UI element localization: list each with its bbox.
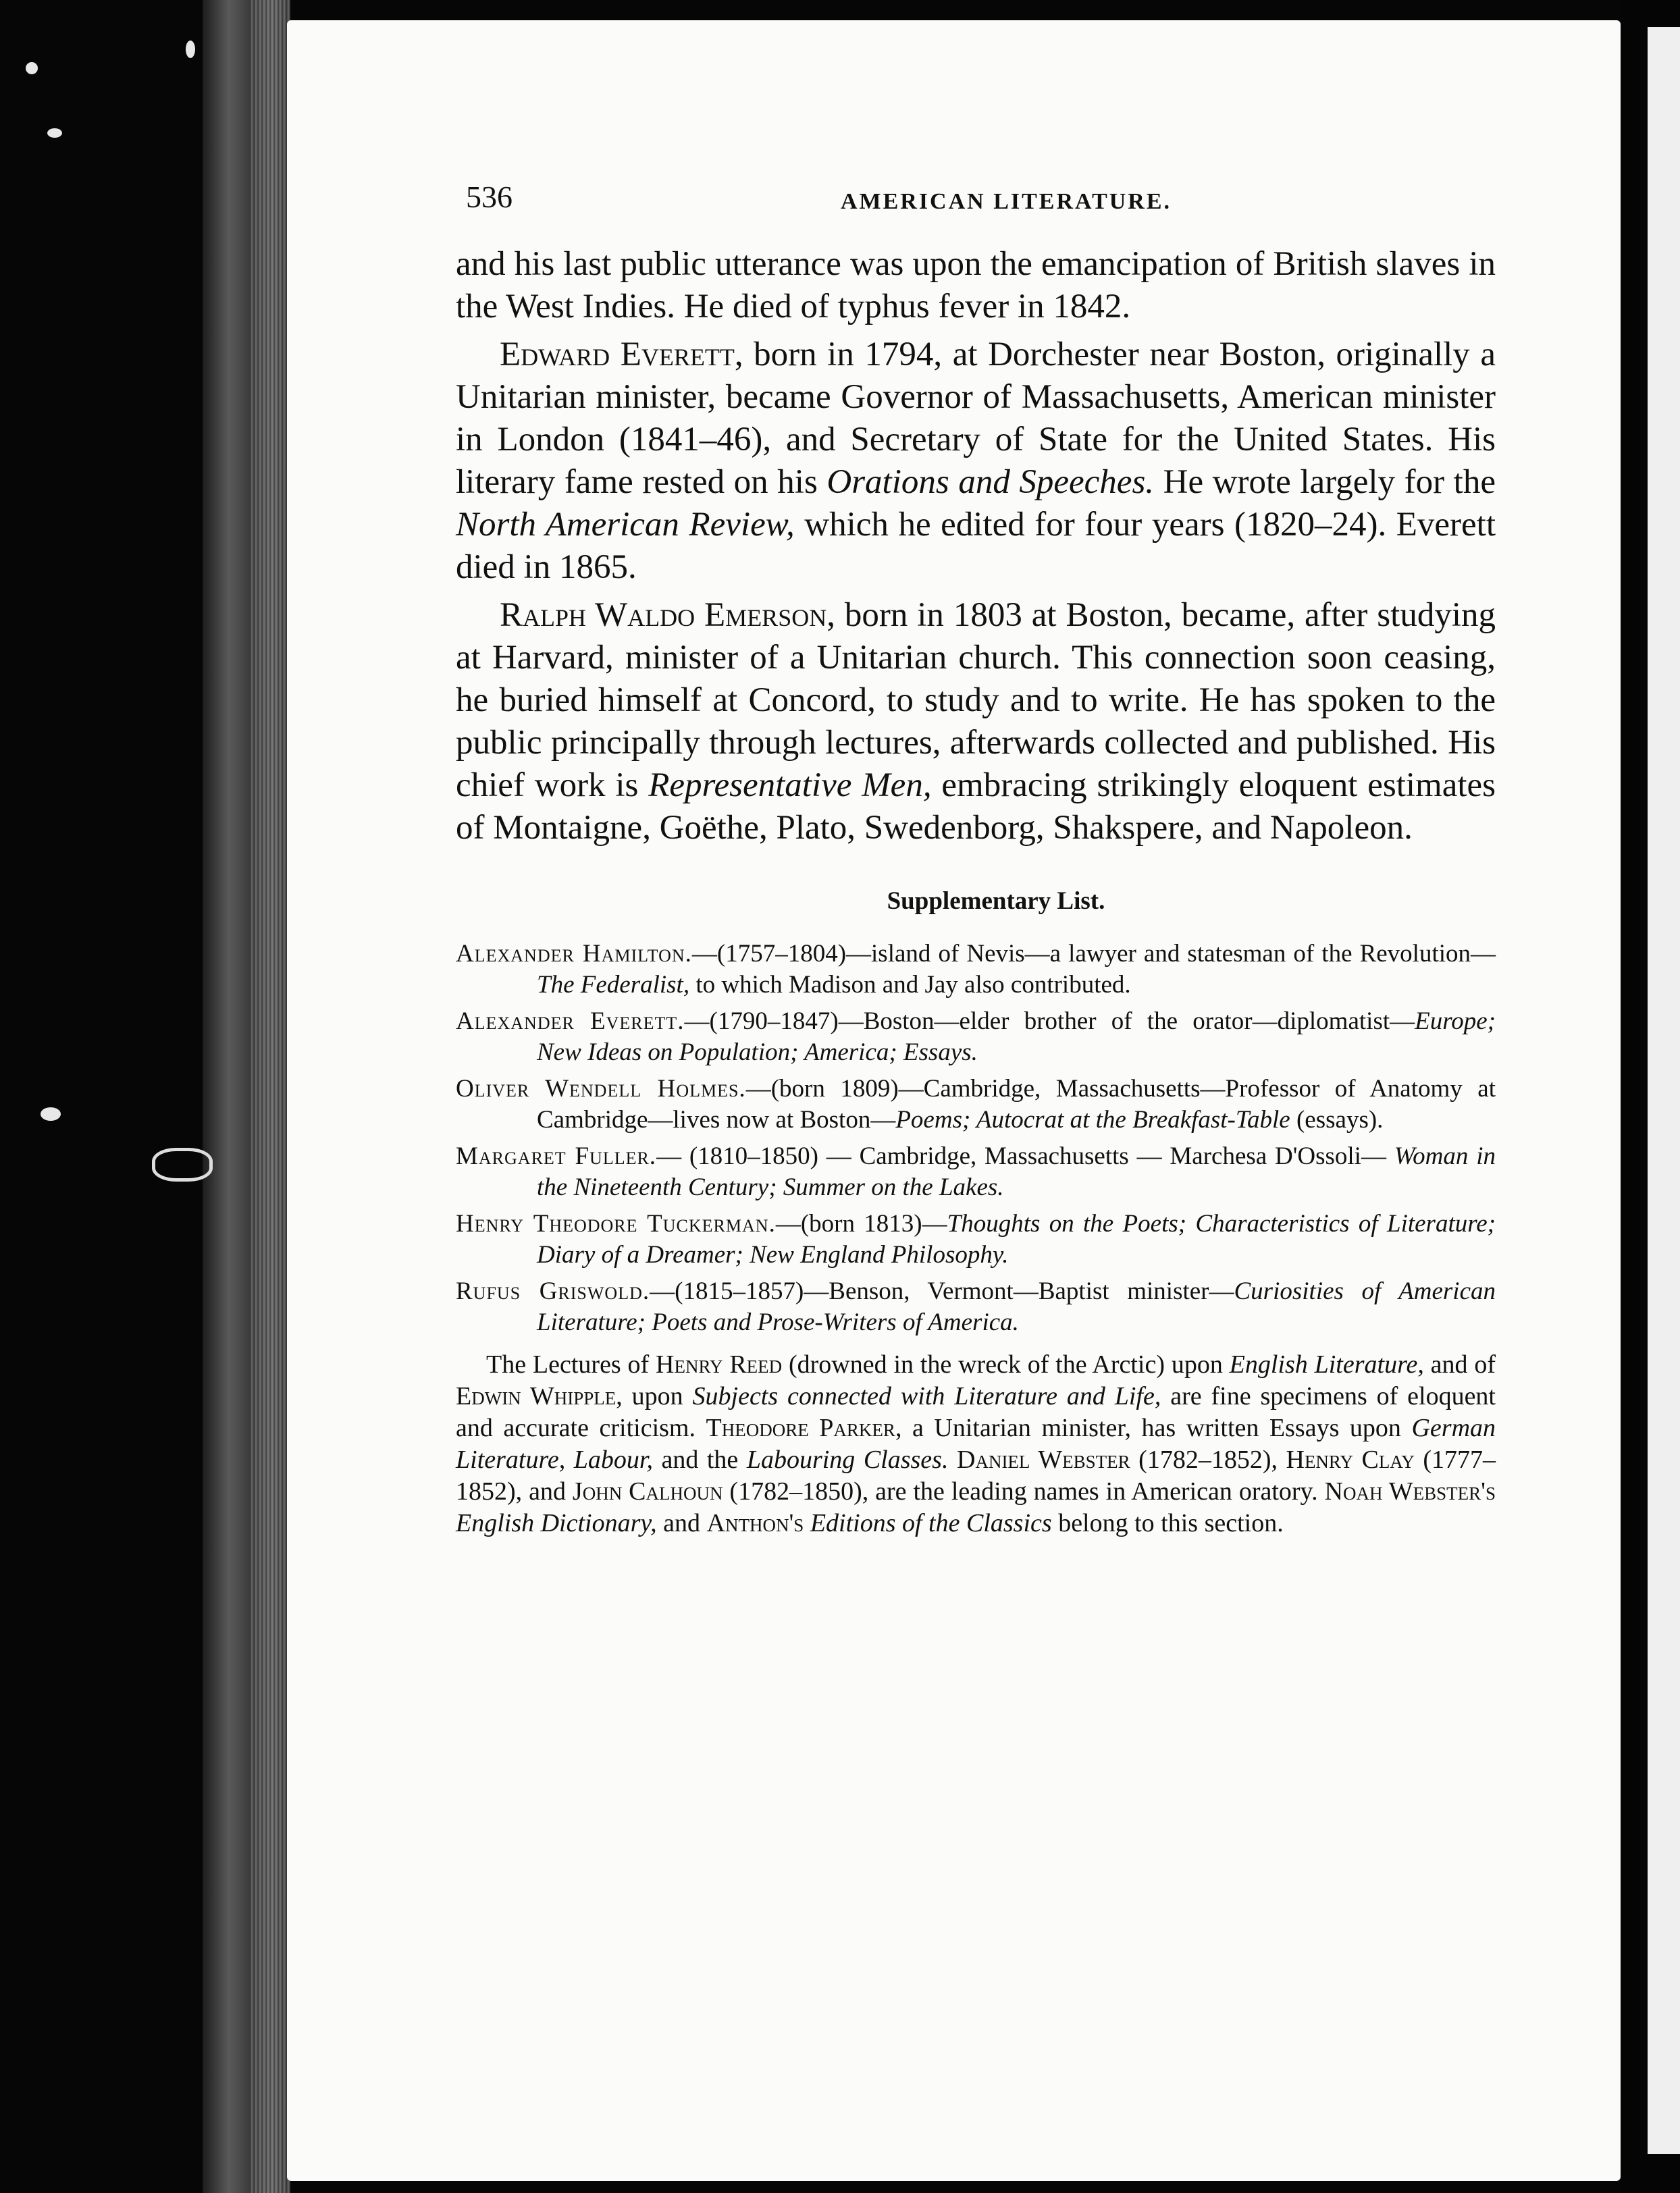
dust-speck (26, 62, 38, 74)
page-number: 536 (466, 180, 513, 214)
work-title: North American Review, (456, 506, 795, 544)
paragraph-everett: Edward Everett, born in 1794, at Dorchester near Boston, originally a Unitarian minister, became Governor of Massachusetts, American minister in London (1841–46), and Secretary of State for the United States. His literary fame rested on his Orations and Speeches. He wrote largely for the North American Review, which he edited for four years (1820–24). Everett died in 1865. (456, 336, 1496, 586)
dust-speck (47, 128, 62, 138)
work-title: Orations and Speeches. (826, 463, 1155, 501)
list-item: Alexander Hamilton.—(1757–1804)—island of Nevis—a lawyer and statesman of the Revolution—The Federalist, to which Madison and Jay also contributed. (456, 940, 1496, 999)
list-item: Alexander Everett.—(1790–1847)—Boston—elder brother of the orator—diplomatist—Europe; New Ideas on Population; America; Essays. (456, 1007, 1496, 1066)
paragraph-continuation: and his last public utterance was upon the emancipation of British slaves in the West Indies. He died of typhus fever in 1842. (456, 245, 1496, 325)
dust-speck (152, 1148, 213, 1182)
person-name: Ralph Waldo Emerson (500, 596, 827, 634)
page-header (439, 179, 1499, 226)
list-item: Oliver Wendell Holmes.—(born 1809)—Cambridge, Massachusetts—Professor of Anatomy at Cambridge—lives now at Boston—Poems; Autocrat at the Breakfast-Table (essays). (456, 1075, 1496, 1134)
dust-speck (41, 1107, 61, 1121)
next-page-edge (1648, 27, 1680, 2154)
paragraph-emerson: Ralph Waldo Emerson, born in 1803 at Boston, became, after studying at Harvard, minister of a Unitarian church. This connection soon ceasing, he buried himself at Concord, to study and to write. He has spoken to the public principally through lectures, afterwards collected and published. His chief work is Representative Men, embracing strikingly eloquent estimates of Montaigne, Goëthe, Plato, Swedenborg, Shakspere, and Napoleon. (456, 596, 1496, 847)
section-title: Supplementary List. (887, 887, 1105, 915)
dust-speck (186, 41, 195, 58)
work-title: Representative Men, (648, 766, 932, 804)
closing-paragraph: The Lectures of Henry Reed (drowned in the wreck of the Arctic) upon English Literature, and of Edwin Whipple, upon Subjects connected with Literature and Life, are fine specimens of eloquent and accurate criticism. Theodore Parker, a Unitarian minister, has written Essays upon German Literature, Labour, and the Labouring Classes. Daniel Webster (1782–1852), Henry Clay (1777–1852), and John Calhoun (1782–1850), are the leading names in American oratory. Noah Webster's English Dictionary, and Anthon's Editions of the Classics belong to this section. (456, 1350, 1496, 1537)
supplementary-list (456, 939, 1496, 1338)
person-name: Edward Everett (500, 336, 735, 373)
list-item: Henry Theodore Tuckerman.—(born 1813)—Thoughts on the Poets; Characteristics of Literature; Diary of a Dreamer; New England Philosophy. (456, 1210, 1496, 1269)
running-title: AMERICAN LITERATURE. (840, 189, 1172, 214)
list-item: Margaret Fuller.— (1810–1850) — Cambridge, Massachusetts — Marchesa D'Ossoli— Woman in the Nineteenth Century; Summer on the Lakes. (456, 1142, 1496, 1201)
list-item: Rufus Griswold.—(1815–1857)—Benson, Vermont—Baptist minister—Curiosities of American Literature; Poets and Prose-Writers of America. (456, 1277, 1496, 1336)
page-edges (250, 0, 290, 2193)
page-body (456, 243, 1496, 1565)
